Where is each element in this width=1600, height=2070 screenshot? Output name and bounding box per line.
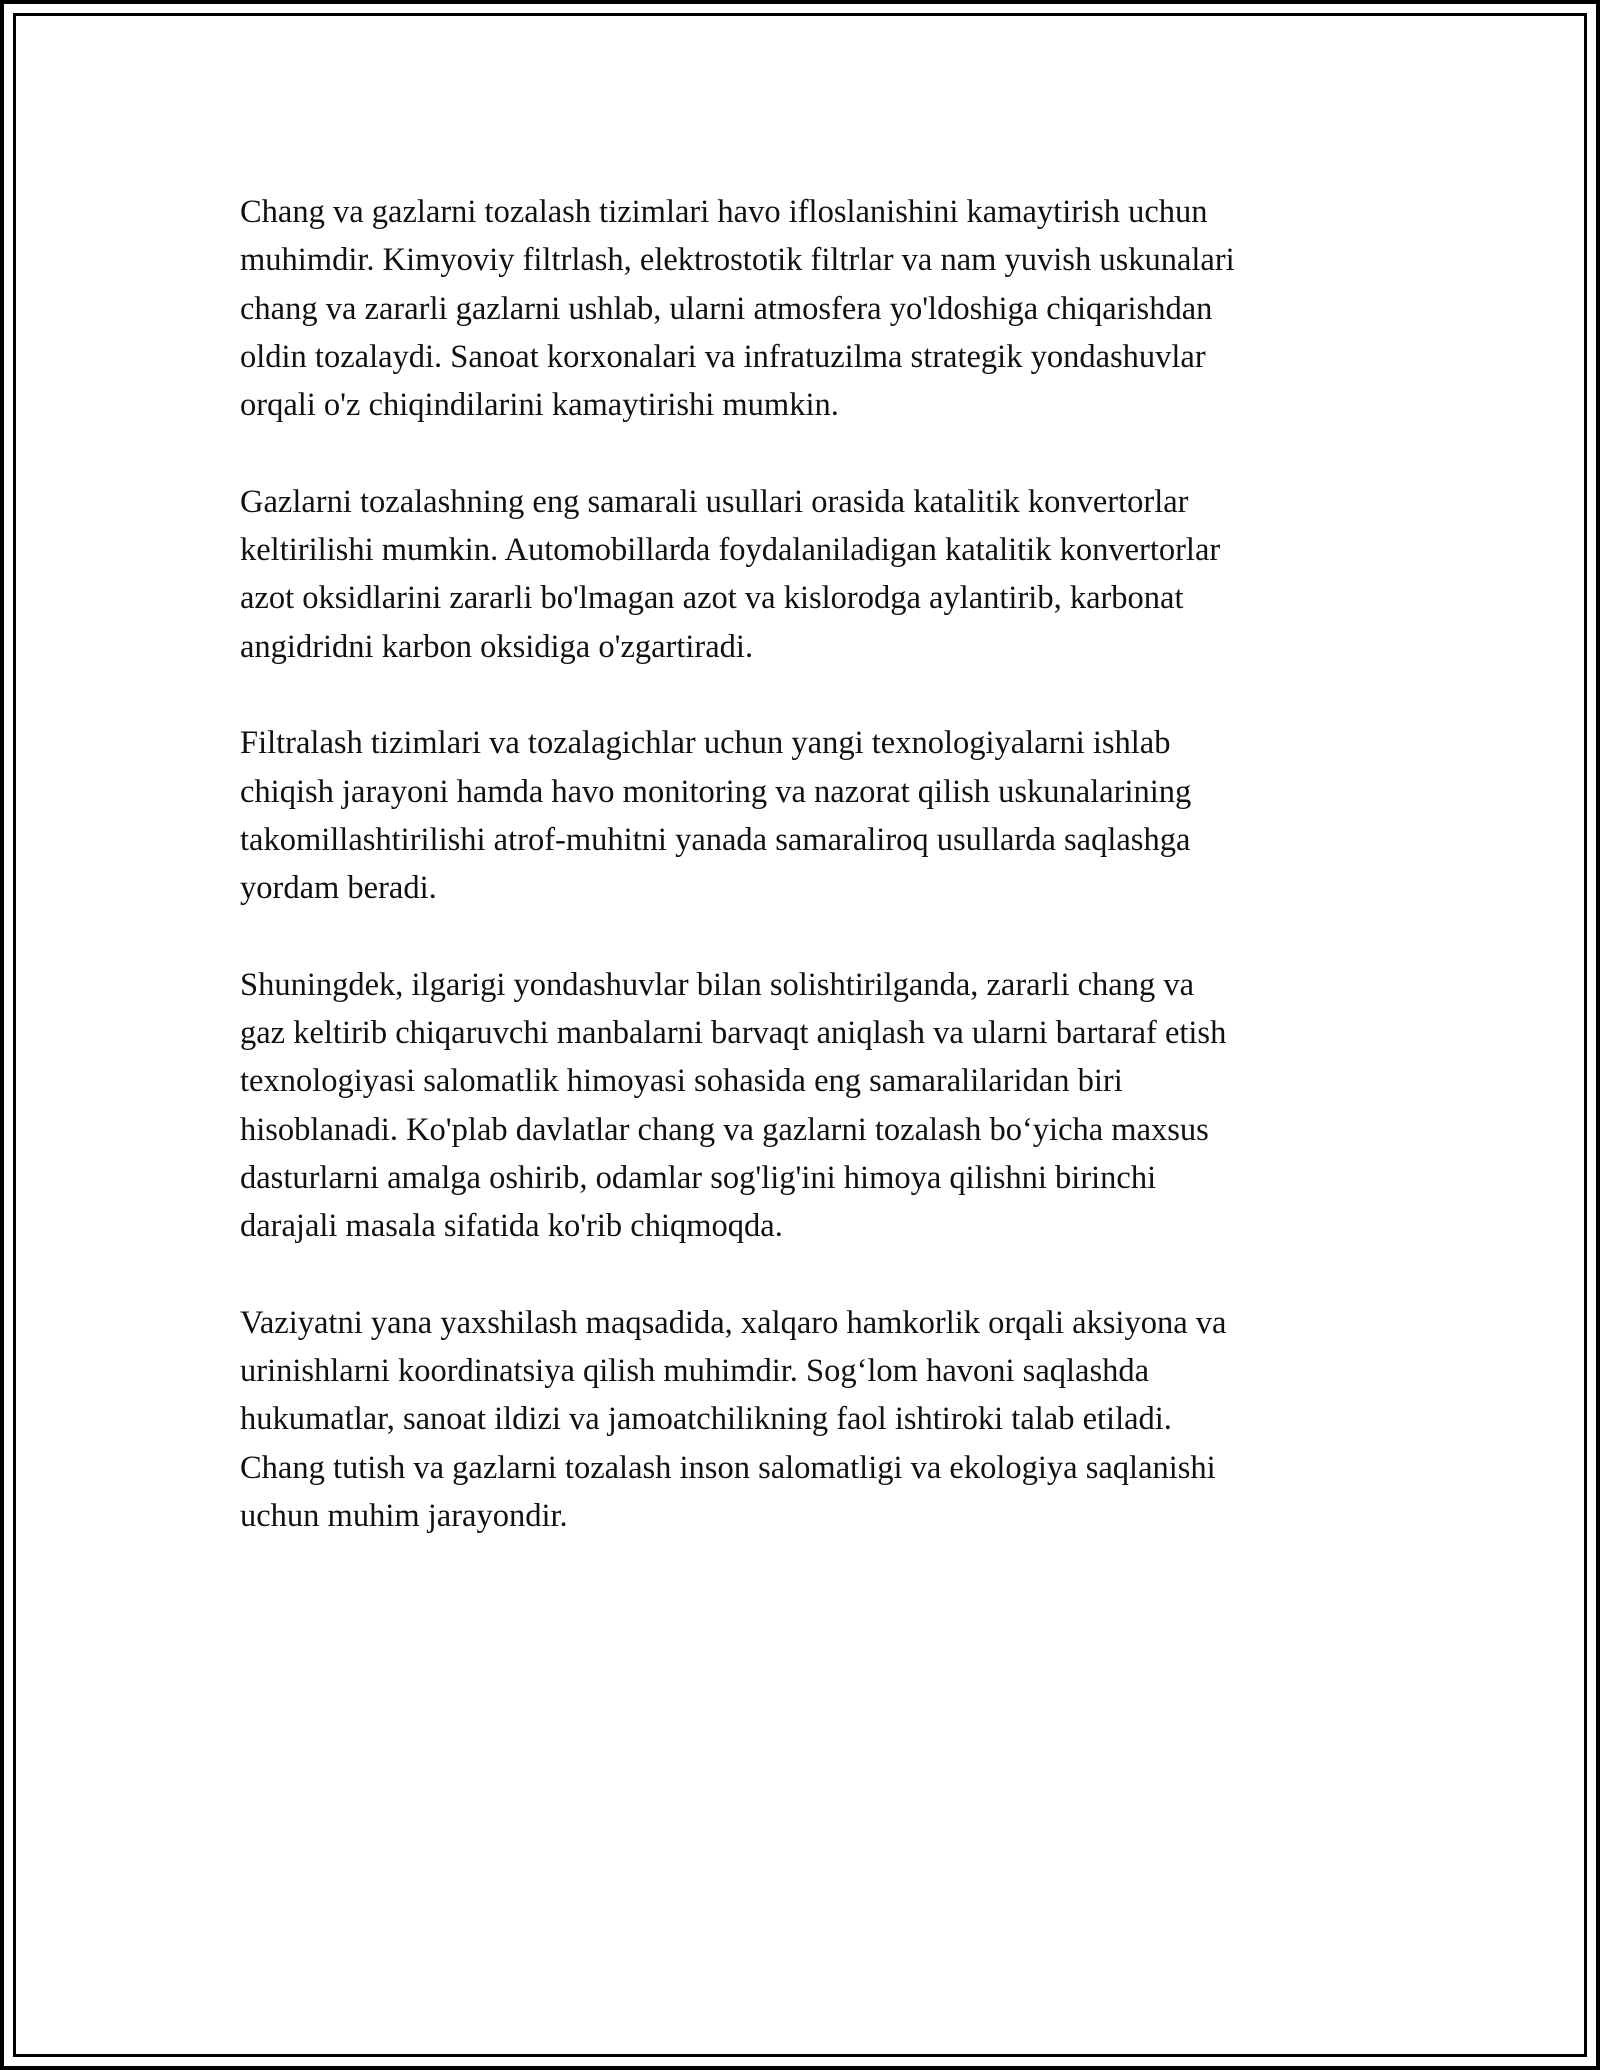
text-line: azot oksidlarini zararli bo'lmagan azot va kislorodga aylantirib, karbonat (240, 580, 1184, 617)
text-line: hukumatlar, sanoat ildizi va jamoatchilikning faol ishtiroki talab etiladi. (240, 1401, 1172, 1438)
text-line: yordam beradi. (240, 870, 437, 907)
text-line: Gazlarni tozalashning eng samarali usullari orasida katalitik konvertorlar (240, 483, 1189, 520)
text-line: muhimdir. Kimyoviy filtrlash, elektrostotik filtrlar va nam yuvish uskunalari (240, 242, 1235, 279)
text-line: urinishlarni koordinatsiya qilish muhimdir. Sog‘lom havoni saqlashda (240, 1353, 1150, 1390)
text-line: keltirilishi mumkin. Automobillarda foydalaniladigan katalitik konvertorlar (240, 532, 1221, 569)
text-line: Filtralash tizimlari va tozalagichlar uchun yangi texnologiyalarni ishlab (240, 725, 1171, 762)
text-line: chang va zararli gazlarni ushlab, ularni atmosfera yo'ldoshiga chiqarishdan (240, 290, 1213, 327)
document-body (240, 188, 1390, 1540)
text-line: Vaziyatni yana yaxshilash maqsadida, xalqaro hamkorlik orqali aksiyona va (240, 1304, 1227, 1341)
text-line: uchun muhim jarayondir. (240, 1498, 568, 1535)
paragraph-3 (240, 719, 1390, 912)
text-line: dasturlarni amalga oshirib, odamlar sog'lig'ini himoya qilishni birinchi (240, 1159, 1157, 1196)
text-line: takomillashtirilishi atrof-muhitni yanada samaraliroq usullarda saqlashga (240, 821, 1191, 858)
text-line: Shuningdek, ilgarigi yondashuvlar bilan solishtirilganda, zararli chang va (240, 966, 1195, 1003)
text-line: Chang tutish va gazlarni tozalash inson salomatligi va ekologiya saqlanishi (240, 1449, 1216, 1486)
paragraph-2 (240, 478, 1390, 671)
text-line: oldin tozalaydi. Sanoat korxonalari va infratuzilma strategik yondashuvlar (240, 338, 1206, 375)
text-line: chiqish jarayoni hamda havo monitoring va nazorat qilish uskunalarining (240, 773, 1192, 810)
paragraph-5 (240, 1299, 1390, 1540)
text-line: hisoblanadi. Ko'plab davlatlar chang va gazlarni tozalash bo‘yicha maxsus (240, 1111, 1209, 1148)
text-line: texnologiyasi salomatlik himoyasi sohasida eng samaralilaridan biri (240, 1063, 1123, 1100)
text-line: angidridni karbon oksidiga o'zgartiradi. (240, 628, 754, 665)
text-line: Chang va gazlarni tozalash tizimlari havo ifloslanishini kamaytirish uchun (240, 194, 1208, 230)
paragraph-1 (240, 188, 1390, 429)
text-line: orqali o'z chiqindilarini kamaytirishi mumkin. (240, 387, 839, 424)
paragraph-4 (240, 961, 1390, 1251)
text-line: darajali masala sifatida ko'rib chiqmoqda. (240, 1208, 783, 1245)
text-line: gaz keltirib chiqaruvchi manbalarni barvaqt aniqlash va ularni bartaraf etish (240, 1015, 1227, 1052)
